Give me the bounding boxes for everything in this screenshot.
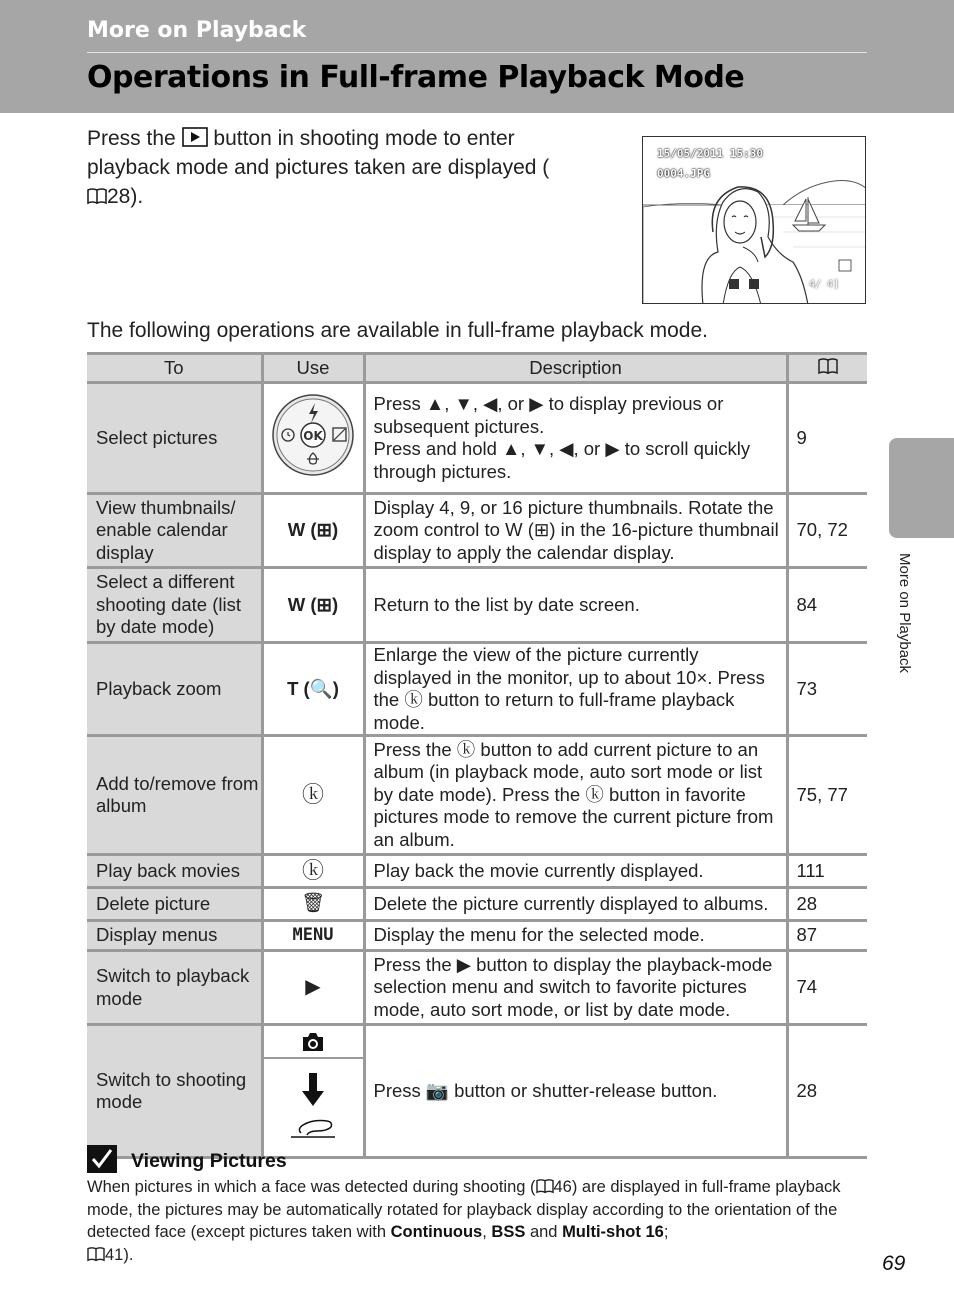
row-use: W (⊞): [262, 568, 364, 643]
header-description: Description: [364, 354, 787, 383]
row-to: Switch to shooting mode: [87, 1025, 262, 1158]
table-row: [87, 568, 867, 643]
preview-date-time: 15/05/2011 15:30: [657, 147, 763, 160]
operations-table: [87, 352, 867, 1159]
section-header: [0, 0, 954, 113]
row-use: T (🔍): [262, 643, 364, 736]
page-number: 69: [882, 1252, 906, 1275]
row-reference: 73: [787, 643, 867, 736]
row-use: [262, 383, 364, 494]
row-reference: 111: [787, 855, 867, 888]
header-use: Use: [262, 354, 364, 383]
row-description: Play back the movie currently displayed.: [364, 855, 787, 888]
row-reference: 75, 77: [787, 736, 867, 855]
book-reference-icon: [818, 357, 838, 375]
chapter-side-tab: [889, 438, 954, 538]
section-title: More on Playback: [87, 18, 307, 43]
row-reference: 87: [787, 921, 867, 951]
row-description: Press 📷 button or shutter-release button.: [364, 1025, 787, 1158]
page-title: Operations in Full-frame Playback Mode: [87, 60, 745, 95]
header-divider: [87, 52, 867, 53]
table-intro-text: The following operations are available in full-frame playback mode.: [87, 319, 708, 342]
camera-button-icon: [300, 1031, 326, 1053]
row-use: W (⊞): [262, 494, 364, 568]
row-use: MENU: [262, 921, 364, 951]
row-reference: 70, 72: [787, 494, 867, 568]
book-reference-icon: [87, 1246, 105, 1262]
row-to: Delete picture: [87, 888, 262, 921]
row-to: View thumbnails/ enable calendar display: [87, 494, 262, 568]
note-text: When pictures in which a face was detected during shooting ( 46) are displayed in full-frame playback mode, the pictures may be automatically rotated for playback display according to the orientation of the detected face (except pictures taken with Continuous, BSS and Multi-shot 16; 41).: [87, 1178, 841, 1264]
shutter-press-down-icon: [300, 1073, 326, 1107]
table-row: [87, 383, 867, 494]
table-row: [87, 888, 867, 921]
preview-frame-count: 4/ 4]: [809, 279, 840, 290]
row-description: Press the ▶ button to display the playback-mode selection menu and switch to favorite pictures mode, auto sort mode, or list by date mode.: [364, 951, 787, 1025]
row-use: 🗑: [262, 888, 364, 921]
chapter-side-label: More on Playback: [896, 553, 913, 674]
row-description: Delete the picture currently displayed to albums.: [364, 888, 787, 921]
row-to: Playback zoom: [87, 643, 262, 736]
row-description: Press the ⓚ button to add current picture to an album (in playback mode, auto sort mode or list by date mode). Press the ⓚ button in favorite pictures mode to remove the current picture from an album.: [364, 736, 787, 855]
row-description: Press ▲, ▼, ◀, or ▶ to display previous or subsequent pictures. Press and hold ▲, ▼, ◀, or ▶ to scroll quickly through pictures.: [364, 383, 787, 494]
table-row: [87, 1025, 867, 1158]
book-reference-icon: [87, 187, 107, 205]
row-to: Add to/remove from album: [87, 736, 262, 855]
row-to: Play back movies: [87, 855, 262, 888]
row-to: Switch to playback mode: [87, 951, 262, 1025]
shutter-finger-icon: [287, 1113, 339, 1141]
table-row: [87, 736, 867, 855]
row-description: Return to the list by date screen.: [364, 568, 787, 643]
row-to: Select a different shooting date (list by date mode): [87, 568, 262, 643]
row-description: Enlarge the view of the picture currently displayed in the monitor, up to about 10×. Press the ⓚ button to return to full-frame playback mode.: [364, 643, 787, 736]
table-row: [87, 494, 867, 568]
row-use: ▶: [262, 951, 364, 1025]
playback-preview-image: [642, 136, 866, 304]
book-reference-icon: [536, 1178, 554, 1194]
row-description: Display 4, 9, or 16 picture thumbnails. Rotate the zoom control to W (⊞) in the 16-picture thumbnail display to apply the calendar display.: [364, 494, 787, 568]
header-to: To: [87, 354, 262, 383]
note-title: Viewing Pictures: [131, 1150, 287, 1172]
row-to: Display menus: [87, 921, 262, 951]
row-use: ⓚ: [262, 736, 364, 855]
row-reference: 28: [787, 1025, 867, 1158]
row-reference: 74: [787, 951, 867, 1025]
row-use: ⓚ: [262, 855, 364, 888]
row-to: Select pictures: [87, 383, 262, 494]
table-row: [87, 951, 867, 1025]
svg-text:OK: OK: [303, 429, 323, 444]
note-checkmark-icon: [87, 1145, 117, 1173]
playback-button-icon: [182, 127, 208, 147]
row-description: Display the menu for the selected mode.: [364, 921, 787, 951]
row-reference: 9: [787, 383, 867, 494]
intro-paragraph: Press the button in shooting mode to enter playback mode and pictures taken are displayed (28).: [87, 127, 550, 208]
table-header-row: [87, 354, 867, 383]
multi-selector-icon: [271, 393, 355, 477]
table-row: [87, 855, 867, 888]
row-reference: 84: [787, 568, 867, 643]
row-reference: 28: [787, 888, 867, 921]
header-reference: [787, 354, 867, 383]
table-row: [87, 921, 867, 951]
preview-file-name: 0004.JPG: [657, 167, 710, 180]
row-use: [262, 1025, 364, 1158]
table-row: [87, 643, 867, 736]
